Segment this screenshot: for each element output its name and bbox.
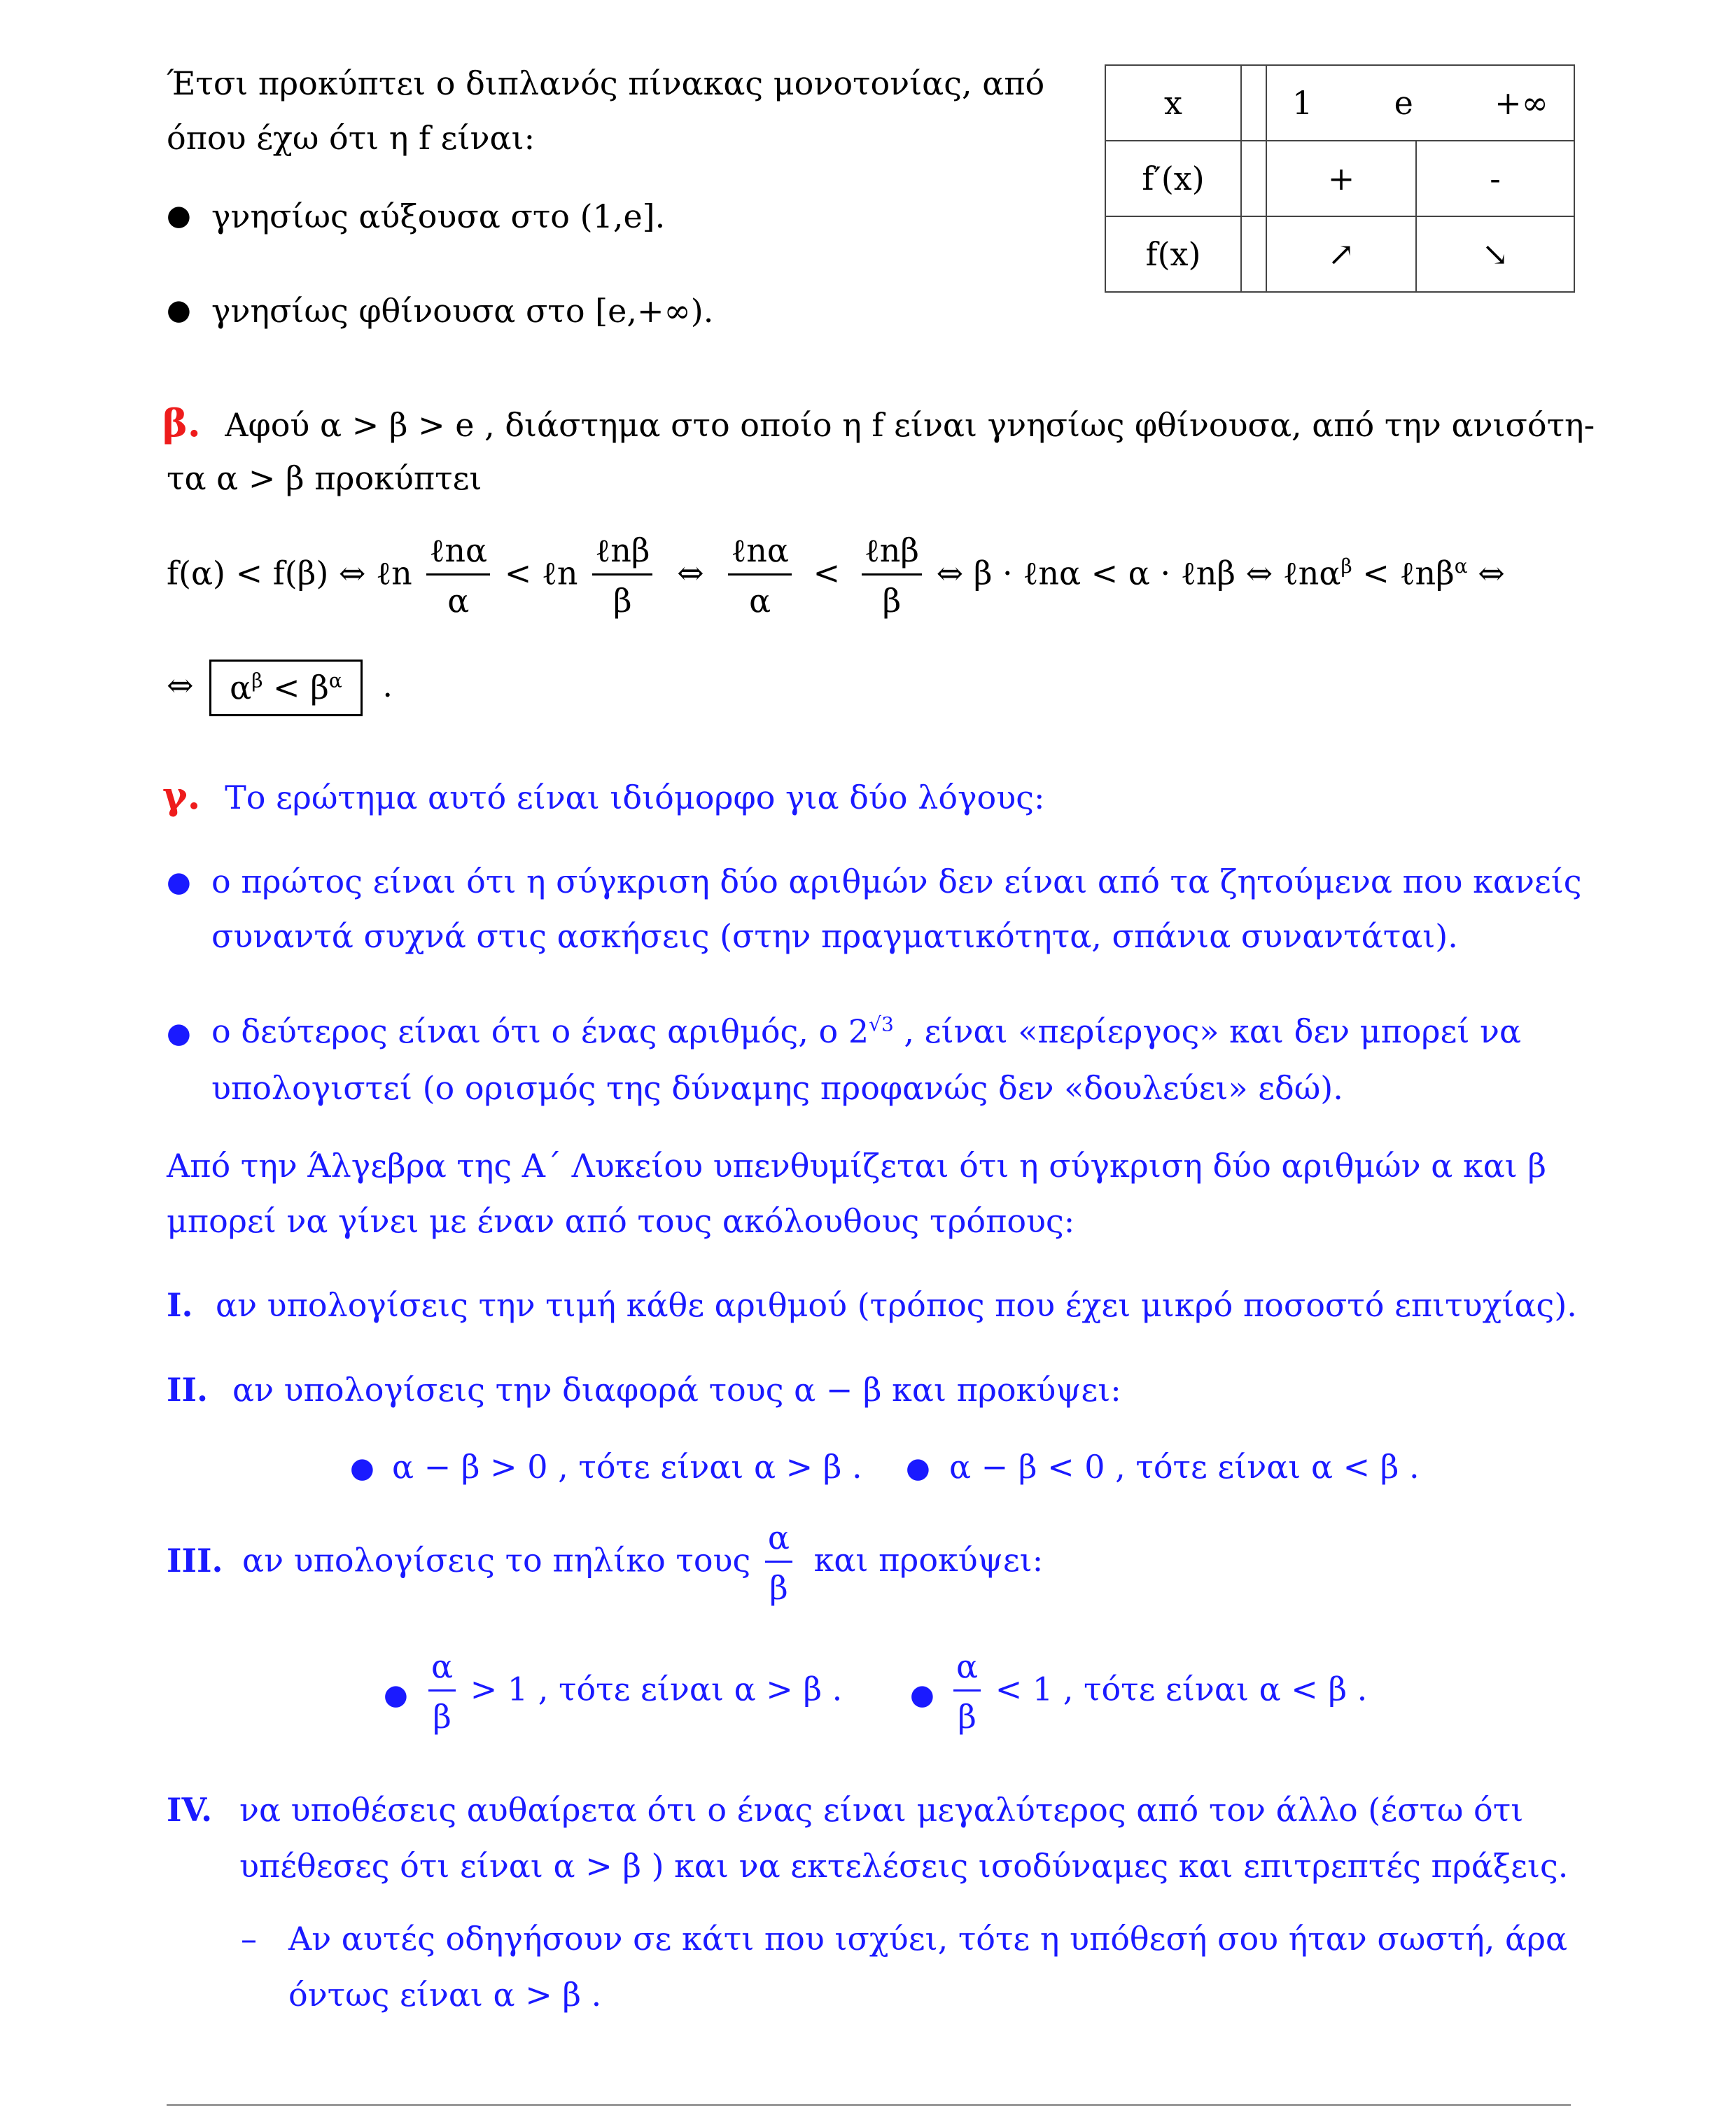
footer-divider xyxy=(167,2104,1571,2106)
method-iii-text: και προκύψει: xyxy=(813,1541,1044,1579)
fraction-denominator: β xyxy=(882,581,902,620)
table-arrow-down-icon: ↘ xyxy=(1416,216,1574,292)
reason-1-line-2: συναντά συχνά στις ασκήσεις (στην πραγματικότητα, σπάνια συναντάται). xyxy=(211,917,1458,955)
dash-marker: – xyxy=(241,1920,257,1958)
part-b-line-2: τα α > β προκύπτει xyxy=(167,459,482,497)
boxed-result xyxy=(209,660,363,716)
eq-part: ⇔ xyxy=(677,554,704,592)
reason-2-line-2: υπολογιστεί (ο ορισμός της δύναμης προφανώς δεν «δουλεύει» εδώ). xyxy=(211,1069,1343,1107)
method-iii-case-less xyxy=(949,1648,1367,1736)
table-arrow-up-icon: ↗ xyxy=(1266,216,1416,292)
eq-part: < xyxy=(813,554,841,592)
eq-exponent: β xyxy=(1340,555,1352,578)
intro-bullet-increasing: γνησίως αύξουσα στο (1,e]. xyxy=(211,197,666,235)
intro-line-2: όπου έχω ότι η f είναι: xyxy=(167,119,536,157)
fraction xyxy=(592,532,652,620)
method-i-text: αν υπολογίσεις την τιμή κάθε αριθμού (τρόπος που έχει μικρό ποσοστό επιτυχίας). xyxy=(216,1286,1577,1324)
method-iv-note-line-1: Αν αυτές οδηγήσουν σε κάτι που ισχύει, τότε η υπόθεσή σου ήταν σωστή, άρα xyxy=(288,1920,1568,1958)
fraction xyxy=(728,532,792,620)
eq-part: < ℓnβ xyxy=(1352,554,1455,592)
table-row xyxy=(1105,65,1574,141)
method-iv-line-1: να υποθέσεις αυθαίρετα ότι ο ένας είναι μεγαλύτερος από τον άλλο (έστω ότι xyxy=(239,1791,1524,1829)
method-iii-case-text: > 1 , τότε είναι α > β . xyxy=(470,1670,843,1708)
reason-2-line-1 xyxy=(211,1012,1521,1051)
eq-part: ⇔ β · ℓnα < α · ℓnβ ⇔ ℓnα xyxy=(936,554,1341,592)
fraction xyxy=(428,1648,456,1736)
fraction xyxy=(765,1519,792,1607)
fraction xyxy=(953,1648,981,1736)
method-iv-line-2: υπέθεσες ότι είναι α > β ) και να εκτελέσεις ισοδύναμες και επιτρεπτές πράξεις. xyxy=(239,1847,1569,1885)
table-value-infinity: +∞ xyxy=(1494,84,1548,122)
fraction-numerator: ℓnβ xyxy=(862,532,922,576)
table-sign-minus: - xyxy=(1416,141,1574,216)
table-header-values xyxy=(1266,65,1574,141)
bullet-dot: ● xyxy=(910,1679,934,1711)
bullet-dot: ● xyxy=(167,294,191,326)
method-ii-text: αν υπολογίσεις την διαφορά τους α − β και προκύψει: xyxy=(232,1371,1121,1409)
method-iv-label: IV. xyxy=(167,1791,213,1829)
boxed-result-line xyxy=(167,660,393,716)
table-row xyxy=(1105,216,1574,292)
equation-chain xyxy=(167,532,1505,620)
bullet-dot: ● xyxy=(167,200,191,232)
fraction-denominator: α xyxy=(749,581,771,620)
eq-part: . xyxy=(382,666,393,704)
fraction-denominator: α xyxy=(447,581,470,620)
reminder-line-2: μπορεί να γίνει με έναν από τους ακόλουθους τρόπους: xyxy=(167,1202,1075,1240)
bullet-dot: ● xyxy=(384,1679,408,1711)
reminder-line-1: Από την Άλγεβρα της Α΄ Λυκείου υπενθυμίζεται ότι η σύγκριση δύο αριθμών α και β xyxy=(167,1147,1547,1185)
bullet-dot: ● xyxy=(167,1017,191,1049)
reason-2-text: , είναι «περίεργος» και δεν μπορεί να xyxy=(893,1012,1522,1050)
fraction-denominator: β xyxy=(433,1697,451,1736)
table-spacer xyxy=(1241,141,1266,216)
method-iii-case-text: < 1 , τότε είναι α < β . xyxy=(995,1670,1368,1708)
fraction-numerator: ℓnβ xyxy=(592,532,652,576)
method-iii-case-greater xyxy=(424,1648,842,1736)
fraction-denominator: β xyxy=(958,1697,976,1736)
eq-part: ⇔ xyxy=(1467,554,1505,592)
method-ii-case-positive: α − β > 0 , τότε είναι α > β . xyxy=(392,1448,862,1486)
fraction-numerator: ℓnα xyxy=(426,532,490,576)
table-label-function: f(x) xyxy=(1105,216,1241,292)
intro-line-1: Έτσι προκύπτει ο διπλανός πίνακας μονοτονίας, από xyxy=(167,64,1045,102)
eq-exponent: √3 xyxy=(869,1012,894,1036)
bullet-dot: ● xyxy=(167,866,191,898)
eq-exponent: α xyxy=(1454,555,1468,578)
part-b-text: Αφού α > β > e , διάστημα στο οποίο η f είναι γνησίως φθίνουσα, από την ανισότη- xyxy=(225,406,1595,444)
bullet-dot: ● xyxy=(906,1452,930,1484)
table-spacer xyxy=(1241,65,1266,141)
method-ii-label: II. xyxy=(167,1371,209,1409)
method-iii-label: III. xyxy=(167,1542,223,1579)
fraction-numerator: α xyxy=(953,1648,981,1692)
table-spacer xyxy=(1241,216,1266,292)
fraction xyxy=(862,532,922,620)
fraction-numerator: α xyxy=(428,1648,456,1692)
part-c-intro-line xyxy=(162,773,1044,818)
eq-exponent: α xyxy=(328,669,342,692)
table-row xyxy=(1105,141,1574,216)
method-iii-line xyxy=(242,1519,1043,1607)
part-c-label: γ. xyxy=(162,773,201,818)
fraction xyxy=(426,532,490,620)
bullet-dot: ● xyxy=(350,1452,374,1484)
table-value-1: 1 xyxy=(1292,84,1313,122)
fraction-denominator: β xyxy=(769,1568,788,1607)
eq-exponent: β xyxy=(251,669,263,692)
method-iv-note-line-2: όντως είναι α > β . xyxy=(288,1976,602,2014)
fraction-numerator: ℓnα xyxy=(728,532,792,576)
eq-part: α xyxy=(230,669,252,706)
table-label-derivative: f′(x) xyxy=(1105,141,1241,216)
eq-start: f(α) < f(β) ⇔ ℓn xyxy=(167,554,412,592)
fraction-numerator: α xyxy=(765,1519,792,1563)
reason-1-line-1: ο πρώτος είναι ότι η σύγκριση δύο αριθμών δεν είναι από τα ζητούμενα που κανείς xyxy=(211,863,1582,900)
table-header-x: x xyxy=(1105,65,1241,141)
intro-bullet-decreasing: γνησίως φθίνουσα στο [e,+∞). xyxy=(211,292,714,330)
table-sign-plus: + xyxy=(1266,141,1416,216)
eq-part: < ℓn xyxy=(504,554,578,592)
fraction-denominator: β xyxy=(613,581,632,620)
method-iii-text: αν υπολογίσεις το πηλίκο τους xyxy=(242,1541,751,1579)
method-i-label: I. xyxy=(167,1286,193,1324)
monotonicity-table xyxy=(1105,64,1575,293)
part-b-line-1 xyxy=(162,400,1595,446)
part-b-label: β. xyxy=(162,400,201,445)
eq-part: ⇔ xyxy=(167,666,194,704)
reason-2-text: ο δεύτερος είναι ότι ο ένας αριθμός, ο 2 xyxy=(211,1012,869,1050)
eq-part: < β xyxy=(262,669,329,706)
part-c-intro: Το ερώτημα αυτό είναι ιδιόμορφο για δύο λόγους: xyxy=(225,779,1045,816)
table-value-e: e xyxy=(1394,84,1413,122)
method-ii-case-negative: α − β < 0 , τότε είναι α < β . xyxy=(949,1448,1420,1486)
